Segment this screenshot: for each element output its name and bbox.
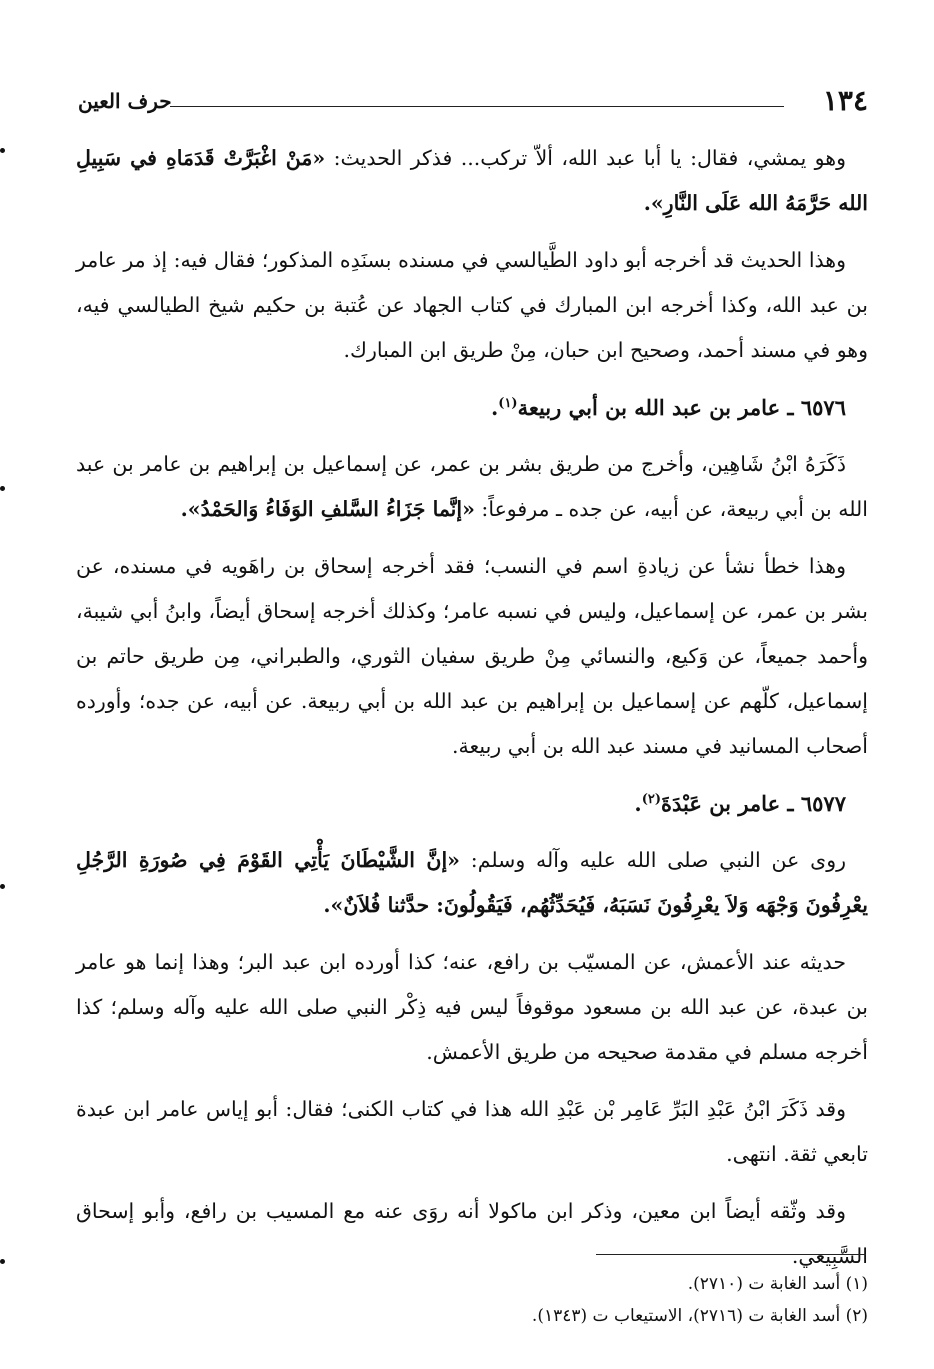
paragraph (76, 1087, 868, 1177)
paragraph-text: وهذا الحديث قد أخرجه أبو داود الطَّيالسي في مسنده بسنَدِه المذكور؛ فقال فيه: إذ مر عامر بن عبد الله، وكذا أخرجه ابن المبارك في كتاب الجهاد عن عُتبة بن حكيم شيخ الطيالسي فيه، وهو في مسند أحمد، وصحيح ابن حبان، مِنْ طريق ابن المبارك. (76, 248, 868, 362)
paragraph (76, 838, 868, 928)
paragraph (76, 136, 868, 226)
entry-heading-text: ٦٥٧٦ ـ عامر بن عبد الله بن أبي ربيعة (517, 395, 846, 420)
scan-edge-mark (0, 1259, 5, 1264)
hadith-quote: «إنَّ الشَّيْطَانَ يَأْتِي القَوْمَ فِي صُورَةِ الرَّجُلِ يعْرِفُونَ وَجْهَه وَلاَ يعْرِفُونَ نَسَبَهُ، فَيُحَدِّثُهُم، فَيَقُولُونَ: حدَّثنا فُلاَنٌ». (76, 848, 868, 917)
paragraph-text: وقد وثّقه أيضاً ابن معين، وذكر ابن ماكولا أنه روَى عنه مع المسيب بن رافع، وأبو إسحاق السَّبِيعي. (76, 1199, 868, 1268)
scan-edge-mark (0, 148, 5, 153)
hadith-quote: «إنَّما جَزَاءُ السَّلفِ الوَفَاءُ وَالحَمْدُ». (180, 497, 475, 521)
paragraph-text: حديثه عند الأعمش، عن المسيّب بن رافع، عنه؛ كذا أورده ابن عبد البر؛ وهذا إنما هو عامر بن عبدة، عن عبد الله بن مسعود موقوفاً ليس فيه ذِكْر النبي صلى الله عليه وآله وسلم؛ كذا أخرجه مسلم في مقدمة صحيحه من طريق الأعمش. (76, 950, 868, 1064)
entry-heading (76, 781, 868, 826)
paragraph-text: وقد ذَكَرَ ابْنُ عَبْدِ البَرِّ عَامِر بْن عَبْدِ الله هذا في كتاب الكنى؛ فقال: أبو إياس عامر ابن عبدة تابعي ثقة. انتهى. (76, 1097, 868, 1166)
paragraph (76, 940, 868, 1075)
entry-heading-tail: . (634, 791, 642, 816)
footnote-2: (٢) أسد الغابة ت (٢٧١٦)، الاستيعاب ت (١٣٤٣). (531, 1306, 868, 1326)
paragraph (76, 1189, 868, 1279)
paragraph (76, 544, 868, 769)
main-text (76, 136, 868, 1291)
footnote-ref: (١) (498, 396, 518, 411)
entry-heading-tail: . (490, 395, 499, 420)
page-number: ١٣٤ (822, 84, 868, 117)
paragraph-text: وهذا خطأ نشأ عن زيادةِ اسم في النسب؛ فقد أخرجه إسحاق بن راهَويه في مسنده، عن بشر بن عمر، عن إسماعيل، وليس في نسبه عامر؛ وكذلك أخرجه إسحاق أيضاً، وابنُ أبي شيبة، وأحمد جميعاً، عن وَكيع، والنسائي مِنْ طريق سفيان الثوري، والطبراني، مِن طريق حاتم بن إسماعيل، كلّهم عن إسماعيل بن إبراهيم بن عبد الله بن أبي ربيعة. عن أبيه، عن جده؛ وأورده أصحاب المسانيد في مسند عبد الله بن أبي ربيعة. (76, 554, 868, 758)
scan-edge-mark (0, 486, 5, 491)
paragraph-text: ذَكَرَهُ ابْنُ شَاهِين، وأخرج من طريق بشر بن عمر، عن إسماعيل بن إبراهيم بن عامر بن عبد الله بن أبي ربيعة، عن أبيه، عن جده ـ مرفوعاً: (76, 452, 868, 521)
paragraph (76, 442, 868, 532)
footnote-1: (١) أسد الغابة ت (٢٧١٠). (687, 1274, 868, 1294)
scan-edge-mark (0, 884, 5, 889)
footnote-rule (596, 1254, 866, 1255)
footnote-ref: (٢) (641, 792, 661, 807)
page-header (78, 84, 868, 124)
running-title: حرف العين (78, 89, 172, 113)
paragraph (76, 238, 868, 373)
paragraph-text: وهو يمشي، فقال: يا أبا عبد الله، ألاّ تركب... فذكر الحديث: (325, 146, 846, 170)
header-rule (170, 106, 784, 107)
entry-heading-text: ٦٥٧٧ ـ عامر بن عَبْدَةَ (660, 791, 846, 816)
hadith-quote: «مَنْ اغْبَرَّتْ قَدَمَاهِ في سَبِيلِ الله حَرَّمَهُ الله عَلَى النَّارِ». (76, 146, 868, 215)
paragraph-text: روى عن النبي صلى الله عليه وآله وسلم: (460, 848, 847, 872)
entry-heading (76, 385, 868, 430)
footnotes (78, 1268, 868, 1332)
